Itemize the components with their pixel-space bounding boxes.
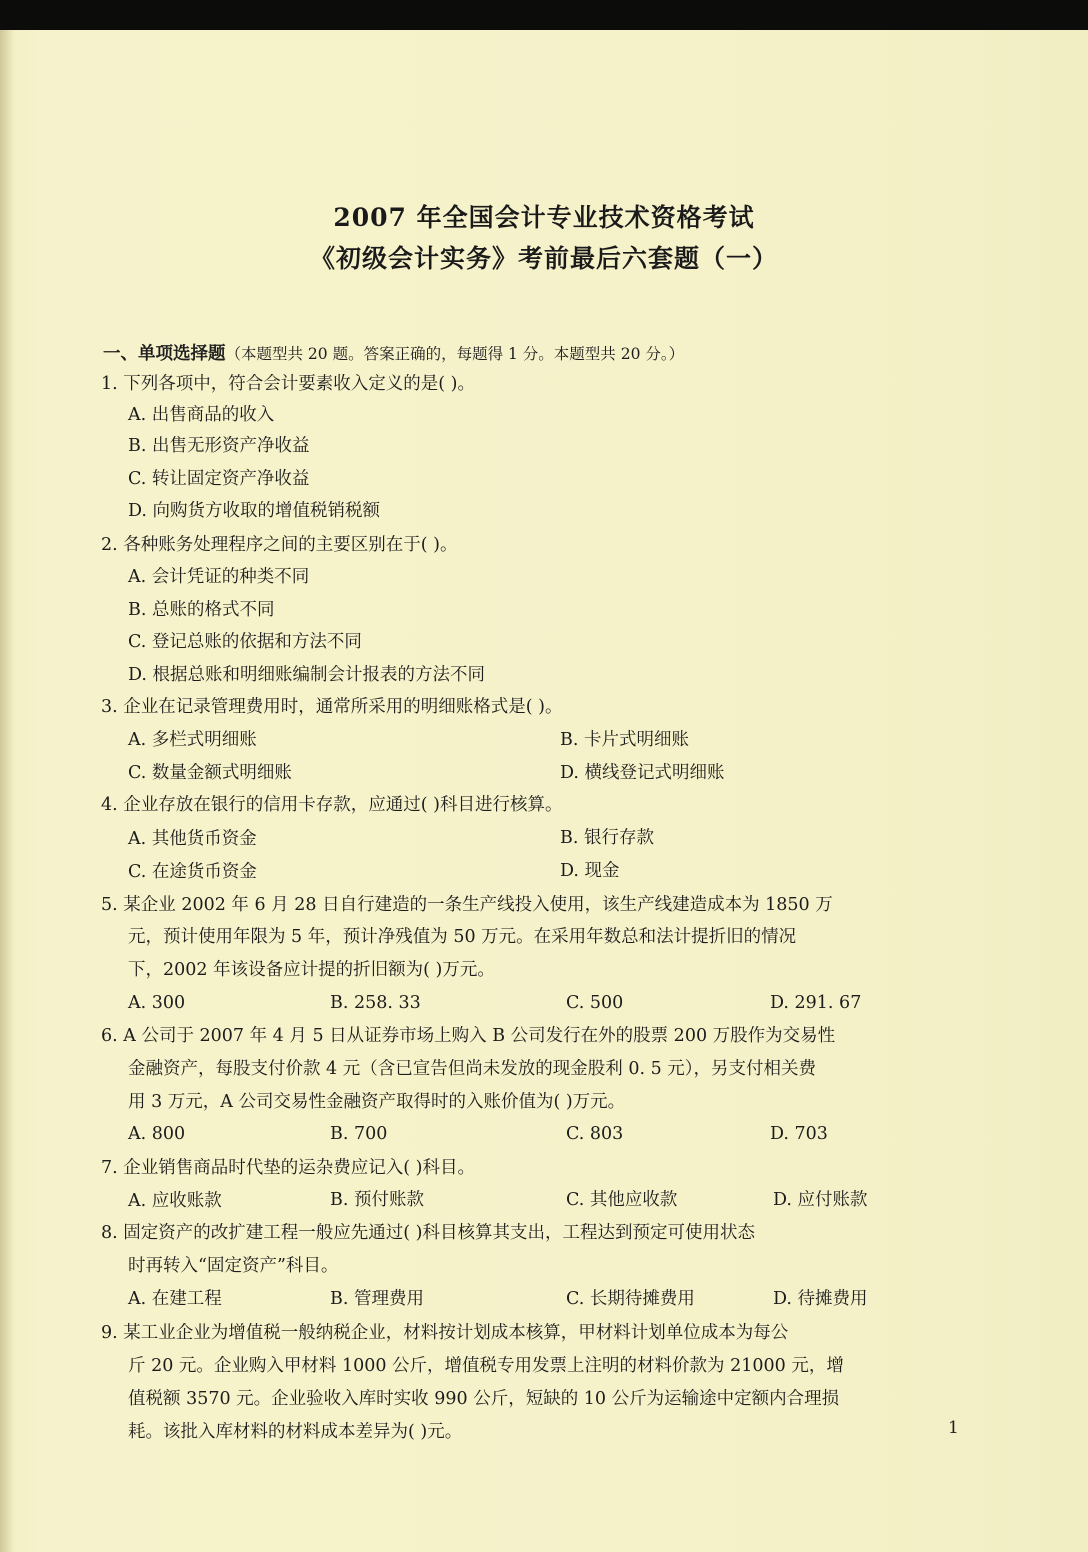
question-1-text: 1. 下列各项中，符合会计要素收入定义的是( )。 (101, 374, 475, 394)
q6-option-c: C. 803 (566, 1124, 624, 1144)
question-6-line-2: 金融资产，每股支付价款 4 元（含已宣告但尚未发放的现金股利 0. 5 元），另支付相关费 (128, 1059, 817, 1079)
section-note: （本题型共 20 题。答案正确的，每题得 1 分。本题型共 20 分。） (225, 345, 685, 363)
question-6-line-3: 用 3 万元，A 公司交易性金融资产取得时的入账价值为( )万元。 (128, 1092, 626, 1112)
q5-option-d: D. 291. 67 (770, 993, 862, 1013)
page-number: 1 (948, 1418, 959, 1438)
q7-option-a: A. 应收账款 (128, 1191, 222, 1211)
question-9-line-2: 斤 20 元。企业购入甲材料 1000 公斤，增值税专用发票上注明的材料价款为 21000 元，增 (128, 1356, 844, 1376)
q7-option-b: B. 预付账款 (330, 1190, 424, 1210)
q7-option-c: C. 其他应收款 (566, 1190, 678, 1210)
question-8-line-1: 8. 固定资产的改扩建工程一般应先通过( )科目核算其支出，工程达到预定可使用状态 (101, 1223, 755, 1243)
q2-option-c: C. 登记总账的依据和方法不同 (128, 632, 362, 652)
q3-option-b: B. 卡片式明细账 (560, 730, 689, 750)
question-4-text: 4. 企业存放在银行的信用卡存款，应通过( )科目进行核算。 (101, 795, 563, 815)
section-heading (103, 343, 684, 365)
q3-option-a: A. 多栏式明细账 (128, 730, 257, 750)
q2-option-a: A. 会计凭证的种类不同 (128, 567, 310, 587)
question-5-line-1: 5. 某企业 2002 年 6 月 28 日自行建造的一条生产线投入使用，该生产线建造成本为 1850 万 (101, 895, 833, 915)
q1-option-b: B. 出售无形资产净收益 (128, 436, 310, 456)
q6-option-a: A. 800 (128, 1124, 186, 1144)
question-2-text: 2. 各种账务处理程序之间的主要区别在于( )。 (101, 535, 458, 555)
section-title: 一、单项选择题 (103, 344, 226, 364)
q8-option-d: D. 待摊费用 (773, 1289, 868, 1309)
q7-option-d: D. 应付账款 (773, 1190, 868, 1210)
title-line-2: 《初级会计实务》考前最后六套题（一） (309, 244, 778, 273)
q4-option-c: C. 在途货币资金 (128, 862, 257, 882)
q4-option-d: D. 现金 (560, 861, 620, 881)
q8-option-b: B. 管理费用 (330, 1289, 424, 1309)
q8-option-a: A. 在建工程 (128, 1289, 222, 1309)
q1-option-c: C. 转让固定资产净收益 (128, 469, 310, 489)
q8-option-c: C. 长期待摊费用 (566, 1289, 695, 1309)
question-5-line-2: 元，预计使用年限为 5 年，预计净残值为 50 万元。在采用年数总和法计提折旧的情况 (128, 927, 797, 947)
q3-option-c: C. 数量金额式明细账 (128, 763, 292, 783)
document-page (0, 30, 1088, 1552)
question-3-text: 3. 企业在记录管理费用时，通常所采用的明细账格式是( )。 (101, 697, 563, 717)
q3-option-d: D. 横线登记式明细账 (560, 763, 725, 783)
q6-option-d: D. 703 (770, 1124, 828, 1144)
q2-option-d: D. 根据总账和明细账编制会计报表的方法不同 (128, 665, 486, 685)
question-9-line-1: 9. 某工业企业为增值税一般纳税企业，材料按计划成本核算，甲材料计划单位成本为每公 (101, 1323, 789, 1343)
q5-option-c: C. 500 (566, 993, 624, 1013)
question-9-line-3: 值税额 3570 元。企业验收入库时实收 990 公斤，短缺的 10 公斤为运输途中定额内合理损 (128, 1389, 840, 1409)
q1-option-a: A. 出售商品的收入 (128, 405, 275, 425)
question-5-line-3: 下，2002 年该设备应计提的折旧额为( )万元。 (128, 960, 495, 980)
question-8-line-2: 时再转入“固定资产”科目。 (128, 1256, 339, 1276)
q1-option-d: D. 向购货方收取的增值税销税额 (128, 501, 381, 521)
q5-option-a: A. 300 (128, 993, 186, 1013)
q6-option-b: B. 700 (330, 1124, 388, 1144)
q4-option-b: B. 银行存款 (560, 828, 654, 848)
question-6-line-1: 6. A 公司于 2007 年 4 月 5 日从证券市场上购入 B 公司发行在外的股票 200 万股作为交易性 (101, 1026, 836, 1046)
q4-option-a: A. 其他货币资金 (128, 829, 257, 849)
question-7-text: 7. 企业销售商品时代垫的运杂费应记入( )科目。 (101, 1158, 475, 1178)
question-9-line-4: 耗。该批入库材料的材料成本差异为( )元。 (128, 1422, 463, 1442)
title-line-1: 2007 年全国会计专业技术资格考试 (333, 203, 755, 232)
q5-option-b: B. 258. 33 (330, 993, 421, 1013)
q2-option-b: B. 总账的格式不同 (128, 600, 275, 620)
